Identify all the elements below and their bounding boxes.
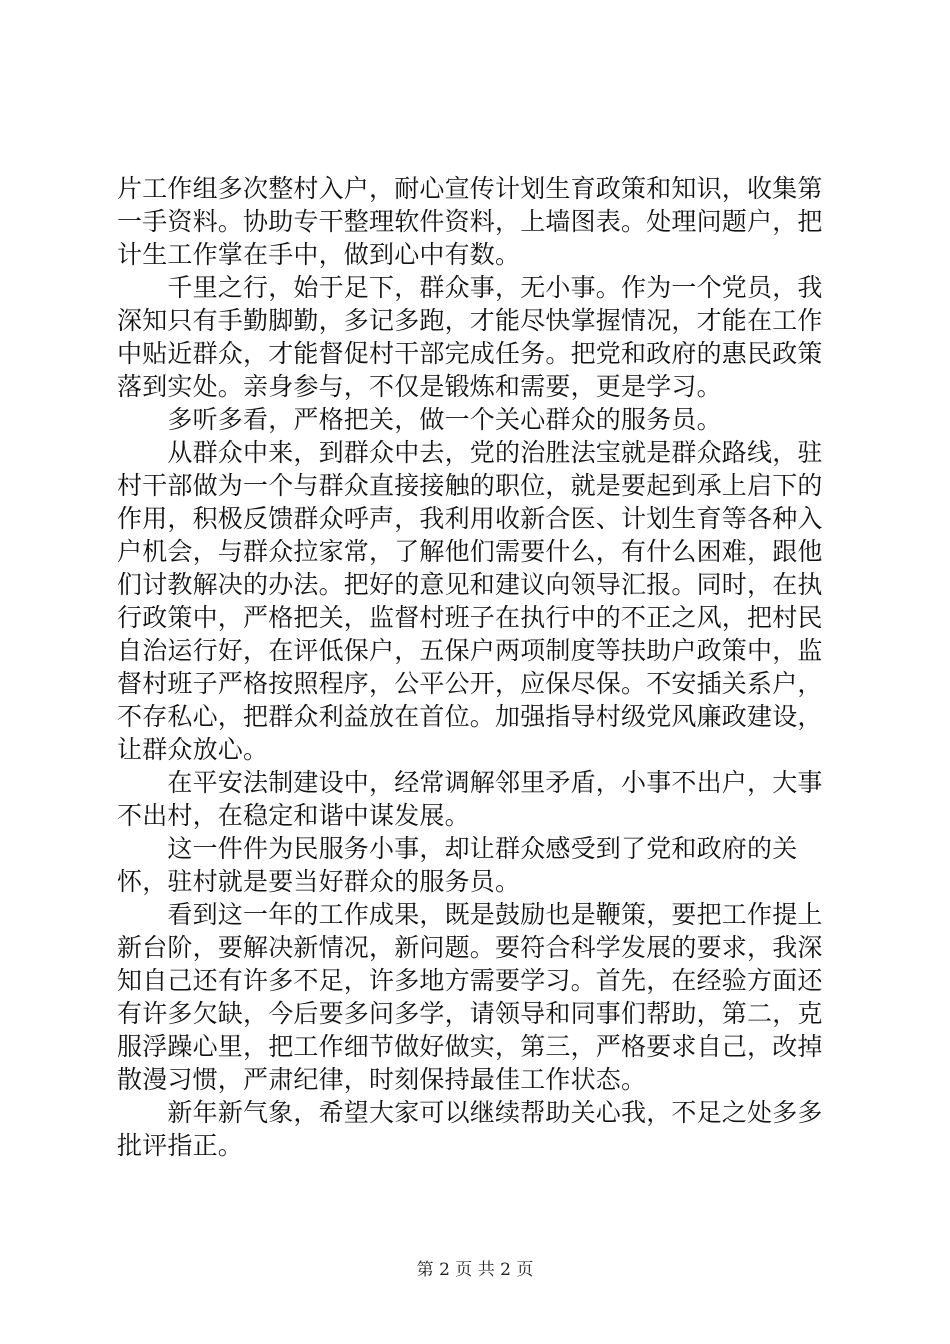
page-number-footer: 第 2 页 共 2 页 — [416, 1260, 534, 1280]
paragraph: 从群众中来，到群众中去，党的治胜法宝就是群众路线，驻村干部做为一个与群众直接接触的职位，就是要起到承上启下的作用，积极反馈群众呼声，我利用收新合医、计划生育等各种入户机会，与群众拉家常，了解他们需要什么，有什么困难，跟他们讨教解决的办法。把好的意见和建议向领导汇报。同时，在执行政策中，严格把关，监督村班子在执行中的不正之风，把村民自治运行好，在评低保户，五保户两项制度等扶助户政策中，监督村班子严格按照程序，公平公开，应保尽保。不安插关系户，不存私心，把群众利益放在首位。加强指导村级党风廉政建设，让群众放心。 — [117, 438, 823, 764]
paragraph: 新年新气象，希望大家可以继续帮助关心我，不足之处多多批评指正。 — [117, 1098, 823, 1160]
document-body — [117, 172, 837, 1162]
paragraph: 这一件件为民服务小事，却让群众感受到了党和政府的关怀，驻村就是要当好群众的服务员。 — [117, 834, 798, 896]
paragraph: 在平安法制建设中，经常调解邻里矛盾，小事不出户，大事不出村，在稳定和谐中谋发展。 — [117, 768, 823, 830]
paragraph: 多听多看，严格把关，做一个关心群众的服务员。 — [117, 405, 722, 434]
paragraph: 看到这一年的工作成果，既是鼓励也是鞭策，要把工作提上新台阶，要解决新情况，新问题。要符合科学发展的要求，我深知自己还有许多不足，许多地方需要学习。首先，在经验方面还有许多欠缺，今后要多问多学，请领导和同事们帮助，第二，克服浮躁心里，把工作细节做好做实，第三，严格要求自己，改掉散漫习惯，严肃纪律，时刻保持最佳工作状态。 — [117, 900, 823, 1094]
paragraph: 千里之行，始于足下，群众事，无小事。作为一个党员，我深知只有手勤脚勤，多记多跑，才能尽快掌握情况，才能在工作中贴近群众，才能督促村干部完成任务。把党和政府的惠民政策落到实处。亲身参与，不仅是锻炼和需要，更是学习。 — [117, 273, 823, 401]
paragraph: 片工作组多次整村入户，耐心宣传计划生育政策和知识，收集第一手资料。协助专干整理软件资料，上墙图表。处理问题户，把计生工作掌在手中，做到心中有数。 — [117, 174, 823, 269]
